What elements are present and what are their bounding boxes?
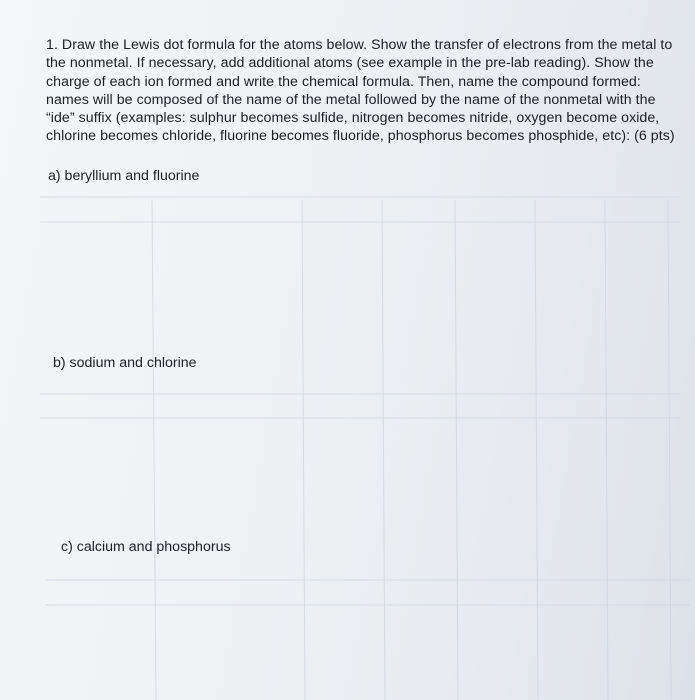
question-prompt: 1. Draw the Lewis dot formula for the atoms below. Show the transfer of electrons from the metal to the nonmetal. If necessary, add additional atoms (see example in the pre-lab reading). Show the charge of each ion formed and write the chemical formula. Then, name the compound formed: names will be composed of the name of the metal followed by the name of the nonmetal with the “ide” suffix (examples: sulphur becomes sulfide, nitrogen becomes nitride, oxygen become oxide, chlorine becomes chloride, fluorine becomes fluoride, phosphorus becomes phosphide, etc): (6 pts) <box>46 37 675 145</box>
part-a-label: a) beryllium and fluorine <box>48 168 200 184</box>
part-b-label: b) sodium and chlorine <box>53 355 197 371</box>
part-c-label: c) calcium and phosphorus <box>61 539 231 555</box>
